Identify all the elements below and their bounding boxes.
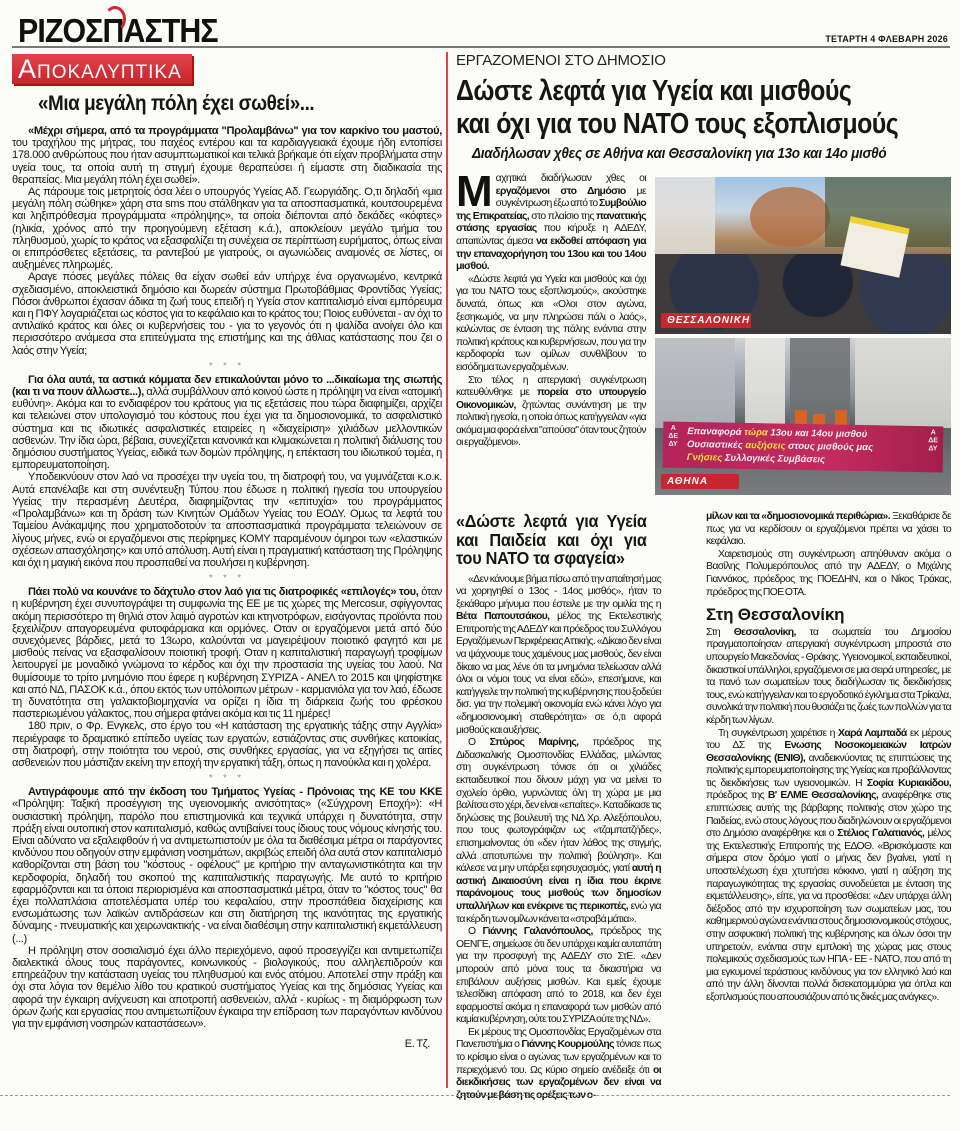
banner-org-left: ΑΔΕΔΥ [668, 424, 679, 448]
article-right-column [706, 511, 951, 1005]
banner-org-right: ΑΔΕΔΥ [928, 429, 939, 453]
banner-text: Γνήσιες [686, 451, 723, 464]
bold-text-run: Σπύρος Μαρίνης, [489, 737, 579, 749]
paragraph [706, 511, 951, 549]
paragraph [12, 786, 442, 945]
text-run: μέλος της Εκτελεστικής Επιτροπής της ΑΔΕΔΥ και πρόεδρος του Συλλόγου Εργαζόμενων Περιφέρειας Αττικής. «Δίκαιο δεν είναι να ψάχνουμε τους χαμένους μας μισθούς, δεν είναι δίκαιο να μας λένε ότι τα μνημόνια τελείωσαν αλλά όλοι οι νόμοι τους να είναι εδώ», επεσήμανε, και κατήγγειλε την πολιτική της κυβέρνησης που ξοδεύει δισ. για την πολεμική οικονομία ενώ κάνει λόγο για «δημοσιονομική σταθερότητα» σε ό,τι αφορά μισθούς και αυξήσεις. [456, 611, 661, 736]
text-run: πρόεδρος της [706, 790, 768, 802]
masthead-logo: ΡΙΖΟΣΠΑΣΤΗΣ [18, 12, 218, 49]
text-run: Ο [468, 737, 490, 749]
article-middle-column [456, 512, 661, 1102]
photo-building [855, 338, 951, 428]
bold-text-run: πορεία στο υπουργείο Οικονομικών, [456, 387, 646, 411]
paragraph [706, 549, 951, 599]
right-paragraphs [706, 511, 951, 599]
text-run: Χαιρετισμούς στη συγκέντρωση απηύθυναν ακόμα ο Βασίλης Πολυμερόπουλος από την ΑΔΕΔΥ, ο Μιχάλης Γιαννάκος, πρόεδρος της ΠΟΕΔΗΝ, και ο Νίκος Τράκας, πρόεδρος της ΠΟΕ ΟΤΑ. [706, 548, 951, 598]
text-run: αχητικά διαδήλωσαν χθες οι [495, 173, 646, 184]
text-run: Η πρόληψη στον σοσιαλισμό έχει άλλο περιεχόμενο, αφού προσεγγίζει και αντιμετωπίζει διαλεκτικά όλους τους παράγοντες, κοινωνικούς - βιολογικούς, που αλληλεπιδρούν και επηρεάζουν την κατάσταση υγείας του πληθυσμού και ενός ατόμου. Αποτελεί στην πράξη και όχι στα λόγια τον θεμέλιο λίθο του κρατικού συστήματος Υγείας και της δημόσιας Υγείας και αφορά την έγκαιρη ανίχνευση και αποτροπή ασθενειών, αλλά - κυρίως - τη διαμόρφωση των όρων ζωής και εργασίας που αντιμετωπίζουν έγκαιρα την επίδραση των παραγόντων κινδύνου για την εμφάνιση νοσηρών καταστάσεων». [12, 944, 442, 1031]
section-separator: * * * [208, 360, 246, 372]
text-run: Ξεκαθάρισε δε πως για να κερδίσουν οι εργαζόμενοι πρέπει να χάσει το κεφάλαιο. [706, 511, 951, 548]
bold-text-run: Σοφία Κυριακίδου, [866, 777, 951, 789]
headline-line-1: Δώστε λεφτά για Υγεία και μισθούς [456, 75, 852, 107]
bold-text-run: Πάει πολύ να κουνάνε το δάχτυλο στον λαό για τις διατροφικές «επιλογές» του, [28, 586, 419, 599]
article-section [12, 786, 442, 1030]
paragraph [12, 186, 442, 271]
bold-text-run: Βέτα Παπουτσάκου, [456, 611, 550, 623]
section-banner: Αποκαλυπτικα [12, 54, 192, 84]
footer-rule [0, 1095, 950, 1096]
text-run: «Πρόληψη: Ταξική προσέγγιση της υγειονομικής ανισότητας» («Σύγχρονη Εποχή»): «Η ουσιαστική πρόληψη, παρόλο που επιστημονικά και τεχνικά υπάρχει η δυνατότητα, στην πράξη είναι ουτοπική στον καπιταλισμό, καθώς αντιβαίνει τους ίδιους τους νόμους κίνησής του. Είναι αδύνατο να εξαλειφθούν ή να αντιμετωπιστούν με όλα τα διαθέσιμα μέτρα οι παράγοντες κινδύνου που οδηγούν στην εμφάνιση νοσημάτων, ακριβώς επειδή όλα αυτά στον καπιταλισμό καθορίζονται στη βάση του "κόστους - οφέλους" με κριτήριο την ανταγωνιστικότητα και την κερδοφορία, δηλαδή του σκοπού της καπιταλιστικής παραγωγής. Με αυτό το κριτήριο εφαρμόζονται και τα όποια περιορισμένα και αποσπασματικά μέτρα, όταν το "κόστος τους" θα έχει πολλαπλάσια αποτελέσματα υπέρ του κεφαλαίου, στην προσπάθεια διαχείρισης και ενσωμάτωσης των λαϊκών αντιδράσεων και στη διατήρηση της ικανότητας της εργατικής δύναμης - πνευματικής και χειρωνακτικής - να είναι διαθέσιμη στην καπιταλιστική εκμετάλλευση (...) [12, 798, 442, 945]
paragraph [12, 471, 442, 569]
bold-text-run: Γιάννης Κουρμούλης [521, 1039, 614, 1051]
intro-paragraphs [456, 167, 647, 450]
logo-swirl-icon [104, 6, 126, 32]
paragraph [12, 271, 442, 356]
article-subtitle: Διαδήλωσαν χθες σε Αθήνα και Θεσσαλονίκη για 13ο και 14ο μισθό [472, 145, 887, 162]
article-section [12, 586, 442, 769]
article-kicker: ΕΡΓΑΖΟΜΕΝΟΙ ΣΤΟ ΔΗΜΟΣΙΟ [456, 52, 666, 69]
article-section [12, 125, 442, 357]
paragraph [456, 737, 661, 926]
text-run: Τη συγκέντρωση χαιρέτισε η [718, 727, 838, 739]
text-run: αναδεικνύοντας τις επιπτώσεις της πολιτικής εμπορευματοποίησης της Υγείας και προβάλλοντας τις διεκδικήσεις των υγειονομικών. Η [706, 752, 951, 789]
left-article-title: «Μια μεγάλη πόλη έχει σωθεί»... [38, 92, 315, 115]
paragraph [12, 586, 442, 720]
text-run: Αραγε πόσες μεγάλες πόλεις θα είχαν σωθεί εάν υπήρχε ένα οργανωμένο, κεντρικά σχεδιασμένο, αποκλειστικά δημόσιο και δωρεάν σύστημα Πρωτοβάθμιας Φροντίδας Υγείας; Πόσοι άνθρωποι έχασαν άδικα τη ζωή τους επειδή η Υγεία στον καπιταλισμό είναι εμπόρευμα και η ΠΦΥ λογαριάζεται ως κόστος για το κεφάλαιο και το κράτος του; Ποιος ευθύνεται - αν όχι το αντιλαϊκό κράτος και όλες οι κυβερνήσεις του - για το γεγονός ότι η ψαλίδα ανοίγει όλο και περισσότερο ανάμεσα στα επιτεύγματα της επιστήμης και της άθλιας κατάστασης που ζει ο λαός στην Υγεία; [12, 271, 443, 357]
bold-text-run: Για όλα αυτά, τα αστικά κόμματα δεν επικαλούνται μόνο το ...δικαίωμα της σιωπής (και τι να πουν άλλωστε...), [12, 373, 442, 399]
bold-text-run: Αντιγράφουμε από την έκδοση του Τμήματος Υγείας - Πρόνοιας της ΚΕ του ΚΚΕ [28, 786, 442, 799]
protest-banner [663, 422, 944, 473]
text-run: του τραχήλου της μήτρας, του παχέος εντέρου και τα καρδιαγγειακά έχουμε ήδη εντοπίσει 178.000 ανθρώπους που ήταν ασυμπτωματικοί και τελικά βρήκαμε ότι είχαν προβλήματα στην υγεία τους, τα οποία αυτή τη στιγμή έχουμε θεραπεύσει ή είμαστε στη διαδικασία της θεραπείας. Μια μεγάλη πόλη έχει σωθεί». [12, 137, 442, 186]
thessaloniki-heading: Στη Θεσσαλονίκη [706, 605, 845, 625]
banner-text: στους μισθούς μας [785, 440, 874, 454]
banner-text: Επαναφορά [687, 425, 745, 438]
paragraph [706, 728, 951, 1005]
paragraph [456, 926, 661, 1027]
text-run: μέλος της Εκτελεστικής Επιτροπής της ΕΔΟΘ. «Βρισκόμαστε και σήμερα στον δρόμο γιατί ο μήνας δεν βγαίνει, γιατί η υποστελέχωση έχει χτυπήσει κόκκινο, γιατί η αύξηση της παραγωγικότητας της εργασίας συνοδεύεται με ένταση της εκμετάλλευσης», είπε, για να προσθέσει: «Δεν υπάρχει άλλη διέξοδος από την ισχυροποίηση των σωματείων μας, του καθημερινού αγώνα ενάντια στους δημοσιονομικούς στόχους, στην ασφυκτική πολιτική της κυβέρνησης και όλων όσοι την υπηρετούν, ενάντια στην εμπλοκή της χώρας μας στους πολεμικούς σχεδιασμούς των ΗΠΑ - ΕΕ - ΝΑΤΟ, που από τη μια εγκυμονεί τεράστιους κινδύνους για τον ελληνικό λαό και από την άλλη δίνονται πολλά δισεκατομμύρια για όπλα και εξοπλισμούς που απουσιάζουν από τις δικές μας ανάγκες». [706, 828, 951, 1003]
paragraph [456, 274, 646, 375]
text-run: όταν η κυβέρνηση έχει συνυπογράψει τη συμφωνία της ΕΕ με τις χώρες της Mercosur, σφίγγοντας ακόμη περισσότερο τη θηλιά στον λαιμό αγροτών και κτηνοτρόφων, εισάγοντας προϊόντα που ξεχειλίζουν απαγορευμένα φυτοφάρμακα και ορμόνες. Οταν οι εργαζόμενοι μετά από δύο συνεχόμενες βάρδιες, μετά το 13ωρο, καλούνται να μαγειρέψουν ποιοτικό φαγητό και με μισθούς πείνας να εξασφαλίσουν ποιοτική τροφή. Οταν η καπιταλιστική παραγωγή τροφίμων λειτουργεί με μοναδικό γνώμονα το κέρδος και όχι την προστασία της υγείας του λαού. Να θυμίσουμε το τρίτο μνημόνιο που έφερε η κυβέρνηση ΣΥΡΙΖΑ - ΑΝΕΛ το 2015 και ψηφίστηκε και από ΝΔ, ΠΑΣΟΚ κ.ά., όπου εκτός των υπόλοιπων μέτρων - καρμανιόλα για τον λαό, έδωσε τη δυνατότητα στη γαλακτοβιομηχανία να ορίζει η ίδια τη διάρκεια ζωής του φρέσκου παστεριωμένου γάλακτος, που σήμερα φτάνει ακόμα και τις 11 ημέρες! [12, 586, 443, 721]
bold-text-run: Γιάννης Γαλανόπουλος, [482, 926, 593, 938]
paragraph [12, 720, 442, 769]
bold-text-run: Χαρά Λαμπαδά [838, 727, 907, 739]
banner-text: αυξήσεις [745, 439, 786, 452]
text-run: «Δώστε λεφτά για Υγεία και μισθούς και όχι για του ΝΑΤΟ τους εξοπλισμούς», ακούστηκε δυνατά, όπως και «Ολοι στον αγώνα, ξεσηκωμός, να μην πληρώσει πάλι ο λαός», καλώντας σε ένταση της πάλης ενάντια στην πολιτική κράτους και κυβερνήσεων, που για την κερδοφορία των ομίλων συνθλίβουν το εισόδημα των εργαζομένων. [456, 273, 646, 373]
bold-text-run: Ενωσης Νοσοκομειακών Ιατρών Θεσσαλονίκης (ΕΝΙΘ), [706, 740, 951, 764]
headline-line-2: και όχι για του ΝΑΤΟ τους εξοπλισμούς [456, 108, 899, 140]
bold-text-run: Β' ΕΛΜΕ Θεσσαλονίκης, [767, 790, 879, 802]
section-separator: * * * [208, 573, 246, 585]
banner-text: Συλλογικές Συμβάσεις [722, 452, 826, 466]
text-run: εκ μέρους του ΔΣ της [706, 727, 951, 752]
text-run: «Δεν κάνουμε βήμα πίσω από την απαίτησή μας να χορηγηθεί ο 13ος - 14ος μισθός», ήταν το ξεκάθαρο μήνυμα που έστειλε με την ομιλία της η [456, 573, 661, 610]
text-run: Εκ μέρους της Ομοσπονδίας Εργαζομένων στα Πανεπιστήμια ο [456, 1026, 661, 1051]
text-run: Ο [468, 926, 483, 938]
bold-text-run: μίλων και τα «δημοσιονομικά περιθώρια». [706, 511, 891, 522]
article-intro-column [456, 167, 647, 450]
text-run: ζητώντας συνάντηση με την πολιτική ηγεσία, η οποία όπως κατήγγειλαν «για ακόμα μια φορά είναι "απούσα" όταν τους ζητούν οι εργαζόμενοι». [456, 399, 646, 449]
left-article-text [12, 125, 442, 1030]
bold-text-run: Στέλιος Γαλατιανός, [837, 828, 925, 840]
text-run: πρόεδρος της ΟΕΝΓΕ, σημείωσε ότι δεν υπάρχει καμία αυταπάτη για την προσφυγή της ΑΔΕΔΥ στο ΣτΕ. «Δεν μπορούν από μόνα τους τα δικαστήρια να επιβάλουν αυξήσεις μισθών. Και εμείς έχουμε τελεσίδικη απόφαση από το 2018, και δεν έχει εφαρμοστεί ακόμα η επαναφορά των μισθών από καμία κυβέρνηση, ούτε του ΣΥΡΙΖΑ ούτε της ΝΔ». [456, 926, 661, 1026]
thessaloniki-paragraphs [706, 627, 951, 1005]
text-run: αλλά συμβάλλουν από κοινού ώστε η πρόληψη να είναι «ατομική ευθύνη». Ακόμα και το ενδιαφέρον του κράτους για τις εξετάσεις που τώρα διαφημίζει, αρχίζει και τελειώνει στον υπολογισμό του κόστους που έχει για τα δημοσιονομικά, το ασφαλιστικό σύστημα και τις ιδιωτικές ασφαλιστικές εταιρείες η «διαχείριση» χιλιάδων μελλοντικών ασθενών. Την ίδια ώρα, βέβαια, συνεχίζεται κανονικά και κλιμακώνεται η πολιτική διάλυσης του δημόσιου συστήματος Υγείας, ειδικά των δομών πρόληψης, η επέκταση του ιδιωτικού τομέα, η εμπορευματοποίηση. [12, 386, 443, 472]
text-run: αναφέρθηκε στις επιπτώσεις αυτής της βάρβαρης πολιτικής στον χώρο της Παιδείας, ενώ στους λόγους που διαδηλώνουν οι εργαζόμενοι στο Δημόσιο αναφέρθηκε και ο [706, 790, 951, 840]
header-rule [12, 46, 950, 48]
photo-thessaloniki [655, 177, 951, 334]
banner-text: τώρα [744, 426, 768, 439]
photo-building [745, 338, 785, 428]
text-run: ενώ για τα κέρδη των ομίλων κάνει τα «στραβά μάτια». [456, 900, 661, 925]
text-run: πρόεδρος της Διδασκαλικής Ομοσπονδίας Ελλάδας, μιλώντας στη συγκέντρωση τόνισε ότι οι χιλιάδες εκπαιδευτικοί που δίνουν μάχη για να μείνει το σχολείο όρθιο, γυρνώντας όλη τη χώρα με μια βαλίτσα στο χέρι, δεν είναι «επαίτες». Καταδίκασε τις δηλώσεις της βουλευτή της ΝΔ Χρ. Αλεξόπουλου, που τους φωτογράφιζαν ως «τζαμπατζήδες», επισημαίνοντας ότι «δεν ήταν λάθος της στιγμής, αλλά αποτυπώνει την πολιτική βούληση». Και κάλεσε να μην υπάρξει εφησυχασμός, γιατί [456, 737, 661, 875]
banner-text: Ουσιαστικές [686, 438, 746, 451]
section-separator: * * * [208, 773, 246, 785]
paragraph [456, 375, 646, 451]
text-run: που κήρυξε η ΑΔΕΔΥ, απαιτώντας άμεσα [456, 223, 647, 247]
text-run: τα σωματεία του Δημοσίου πραγματοποίησαν απεργιακή συγκέντρωση μπροστά στο υπουργείο Μακεδονίας - Θράκης. Υγειονομικοί, εκπαιδευτικοί, δικαστικοί υπάλληλοι, εργαζόμενοι σε μια σειρά υπηρεσίες, με τα πανό των σωματείων τους διαδήλωσαν τις διεκδικήσεις τους, ενώ κατήγγειλαν και το εργοδοτικό έγκλημα στα Τρίκαλα, συνολικά την πολιτική που θυσιάζει τις ζωές των πολλών για τα κέρδη των λίγων. [706, 626, 951, 726]
text-run: τόνισε πως το κρίσιμο είναι ο αγώνας των εργαζομένων και το περιεχόμενό του. Ως κύριο σημείο ανέδειξε ότι [456, 1039, 662, 1076]
paragraph [456, 574, 661, 738]
drop-cap: Μ [456, 167, 493, 216]
photo-caption: ΑΘΗΝΑ [661, 474, 739, 489]
article-subhead: «Δώστε λεφτά για Υγεία και Παιδεία και όχι για του ΝΑΤΟ τα σφαγεία» [456, 511, 647, 568]
text-run: με συγκέντρωση έξω από το [495, 185, 646, 210]
text-run: Υποδεικνύουν στον λαό να προσέχει την υγεία του, τη διατροφή του, να γυμνάζεται κ.ο.κ. Αυτά επανέλαβε και στη συνέντευξη Τύπου που έδωσε η πολιτική ηγεσία του υπουργείου Υγείας την περασμένη Δευτέρα, διαφημίζοντας την «επιτυχία» του προγράμματος «Προλαμβάνω» και τη δράση των Κινητών Ομάδων Υγείας του ΕΟΔΥ. Ομως τα λεφτά του Ταμείου Ανάκαμψης που χρηματοδοτούν τα αποσπασματικά προγράμματα τελειώνουν σε λίγους μήνες, ενώ οι εργαζόμενοι στις περίφημες ΚΟΜΥ παραμένουν όμηροι των «ελαστικών σχέσεων απασχόλησης» και υπό απόλυση. Αυτή είναι η πραγματική κατάσταση της Πρόληψης και όχι η μαγική εικόνα που προσπαθεί να πουλήσει η κυβέρνηση. [12, 471, 442, 569]
photo-athens [655, 338, 951, 495]
bold-text-run: αυτή η αστική Δικαιοσύνη είναι η ίδια που έκρινε παράνομους τους μισθούς των δημοσίων υπαλλήλων και ενέκρινε τις περικοπές, [456, 863, 661, 912]
bold-text-run: Συμβούλιο της Επικρατείας, [456, 198, 646, 222]
photo-building [655, 338, 735, 428]
photo-caption: ΘΕΣΣΑΛΟΝΙΚΗ [661, 313, 751, 328]
paragraph [12, 945, 442, 1030]
paragraph [12, 374, 442, 472]
column-divider [446, 52, 448, 1088]
banner-text: 13ου και 14ου μισθού [767, 427, 868, 441]
article-headline [456, 75, 898, 141]
banner-line-3 [687, 451, 919, 468]
text-run: Ας πάρουμε τοις μετρητοίς όσα λέει ο υπουργός Υγείας Αδ. Γεωργιάδης. Ο,τι δηλαδή «μια μεγάλη πόλη σώθηκε» χάρη στα sms που στάλθηκαν για τα αποσπασματικά, κουτσουρεμένα και ληξιπρόθεσμα προγράμματα «πρόληψης», τα οποία διέπονται από δεκάδες «κόφτες» (ηλικία, χρόνος από την προηγούμενη εξέταση κ.ά.), αποκλείουν μεγάλο τμήμα του πληθυσμού, χωρίς το κράτος να εξασφαλίζει τη συνέχεια σε περίπτωση ευρήματος, όπως είναι οι επιπρόσθετες εξετάσεις, τα ραντεβού με γιατρούς, οι αγωνιώδεις αναμονές σε λίστες, οι αυξημένες πληρωμές. [12, 186, 442, 272]
text-run: Στο τέλος η απεργιακή συγκέντρωση κατευθύνθηκε με [456, 374, 646, 399]
text-run: στο πλαίσιο της [529, 210, 597, 222]
bold-text-run: εργαζόμενοι στο Δημόσιο [495, 185, 626, 197]
issue-date: ΤΕΤΑΡΤΗ 4 ΦΛΕΒΑΡΗ 2026 [825, 34, 948, 44]
left-article-body [12, 125, 442, 1050]
middle-paragraphs [456, 574, 661, 1103]
bold-text-run: Θεσσαλονίκη, [733, 626, 796, 638]
text-run: Στη [706, 626, 734, 638]
paragraph [706, 627, 951, 728]
bold-text-run: «Μέχρι σήμερα, από τα προγράμματα "Προλαμβάνω" για τον καρκίνο του μαστού, [28, 125, 442, 137]
text-run: 180 πριν, ο Φρ. Ενγκελς, στο έργο του «Η κατάσταση της εργατικής τάξης στην Αγγλία» περιέγραφε το δραματικό επίπεδο υγείας των εργατών, εστιάζοντας στις συνθήκες κατοικίας, στη διατροφή, στην ποιότητα του νερού, στις συνθήκες εργασίας, για να εξηγήσει τις αιτίες ασθενειών που μάστιζαν εκείνη την εποχή την εργατική τάξη, όπως η πανούκλα και η χολέρα. [12, 720, 442, 769]
article-section [12, 374, 442, 569]
bold-text-run: παναττικής στάσης εργασίας [456, 210, 646, 235]
author-signature: Ε. Τζ. [404, 1038, 430, 1051]
paragraph [12, 125, 442, 186]
paragraph [456, 1027, 661, 1103]
bold-text-run: να εκδοθεί απόφαση για την επαναχορήγηση του 13ου και του 14ου μισθού. [456, 235, 646, 273]
photo-tree [750, 187, 830, 247]
bold-text-run: οι διεκδικήσεις των εργαζομένων δεν είναι να ζητούν με βάση τις ορέξεις των ο- [456, 1064, 661, 1101]
